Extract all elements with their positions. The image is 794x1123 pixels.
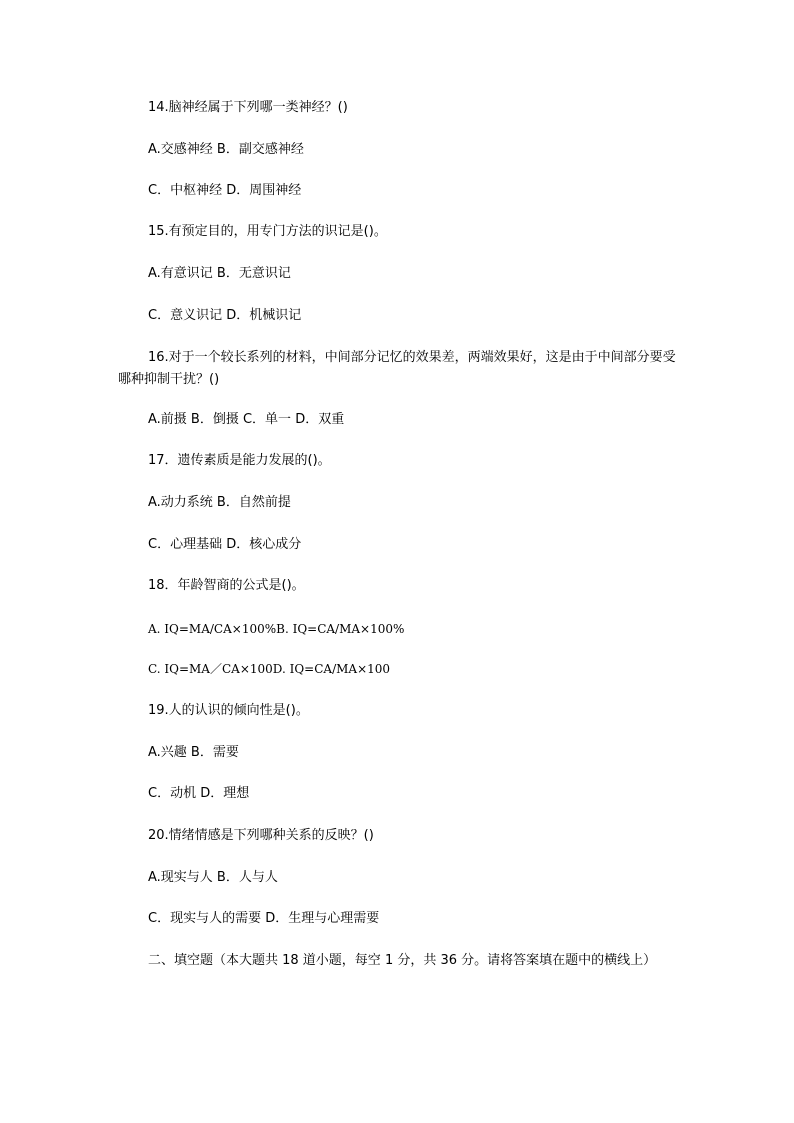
question-15-options-ab: A.有意识记 B．无意识记 <box>148 266 291 281</box>
question-15-options-cd: C．意义识记 D．机械识记 <box>148 308 302 323</box>
question-20: 20.情绪情感是下列哪种关系的反映？() <box>148 828 374 843</box>
question-17-options-cd: C．心理基础 D．核心成分 <box>148 537 302 552</box>
question-19-options-ab: A.兴趣 B．需要 <box>148 745 239 760</box>
question-19: 19.人的认识的倾向性是()。 <box>148 703 309 718</box>
question-17-options-ab: A.动力系统 B．自然前提 <box>148 495 291 510</box>
question-14: 14.脑神经属于下列哪一类神经？() <box>148 100 348 115</box>
question-18-options-cd: C. IQ=MA／CA×100D. IQ=CA/MA×100 <box>148 662 391 676</box>
question-19-options-cd: C．动机 D．理想 <box>148 786 250 801</box>
question-16-options: A.前摄 B．倒摄 C．单一 D．双重 <box>148 412 345 427</box>
question-14-options-cd: C．中枢神经 D．周围神经 <box>148 183 302 198</box>
question-18: 18．年龄智商的公式是()。 <box>148 578 305 593</box>
question-15: 15.有预定目的，用专门方法的识记是()。 <box>148 224 387 239</box>
question-14-options-ab: A.交感神经 B．副交感神经 <box>148 142 304 157</box>
question-20-options-ab: A.现实与人 B．人与人 <box>148 870 278 885</box>
question-17: 17．遗传素质是能力发展的()。 <box>148 453 331 468</box>
section-heading-fill-in: 二、填空题（本大题共 18 道小题，每空 1 分，共 36 分。请将答案填在题中的横线上） <box>148 953 657 968</box>
question-20-options-cd: C．现实与人的需要 D．生理与心理需要 <box>148 911 380 926</box>
question-16: 16.对于一个较长系列的材料，中间部分记忆的效果差，两端效果好，这是由于中间部分要受哪种抑制干扰？() <box>118 350 676 387</box>
question-18-options-ab: A. IQ=MA/CA×100%B. IQ=CA/MA×100% <box>148 622 405 636</box>
